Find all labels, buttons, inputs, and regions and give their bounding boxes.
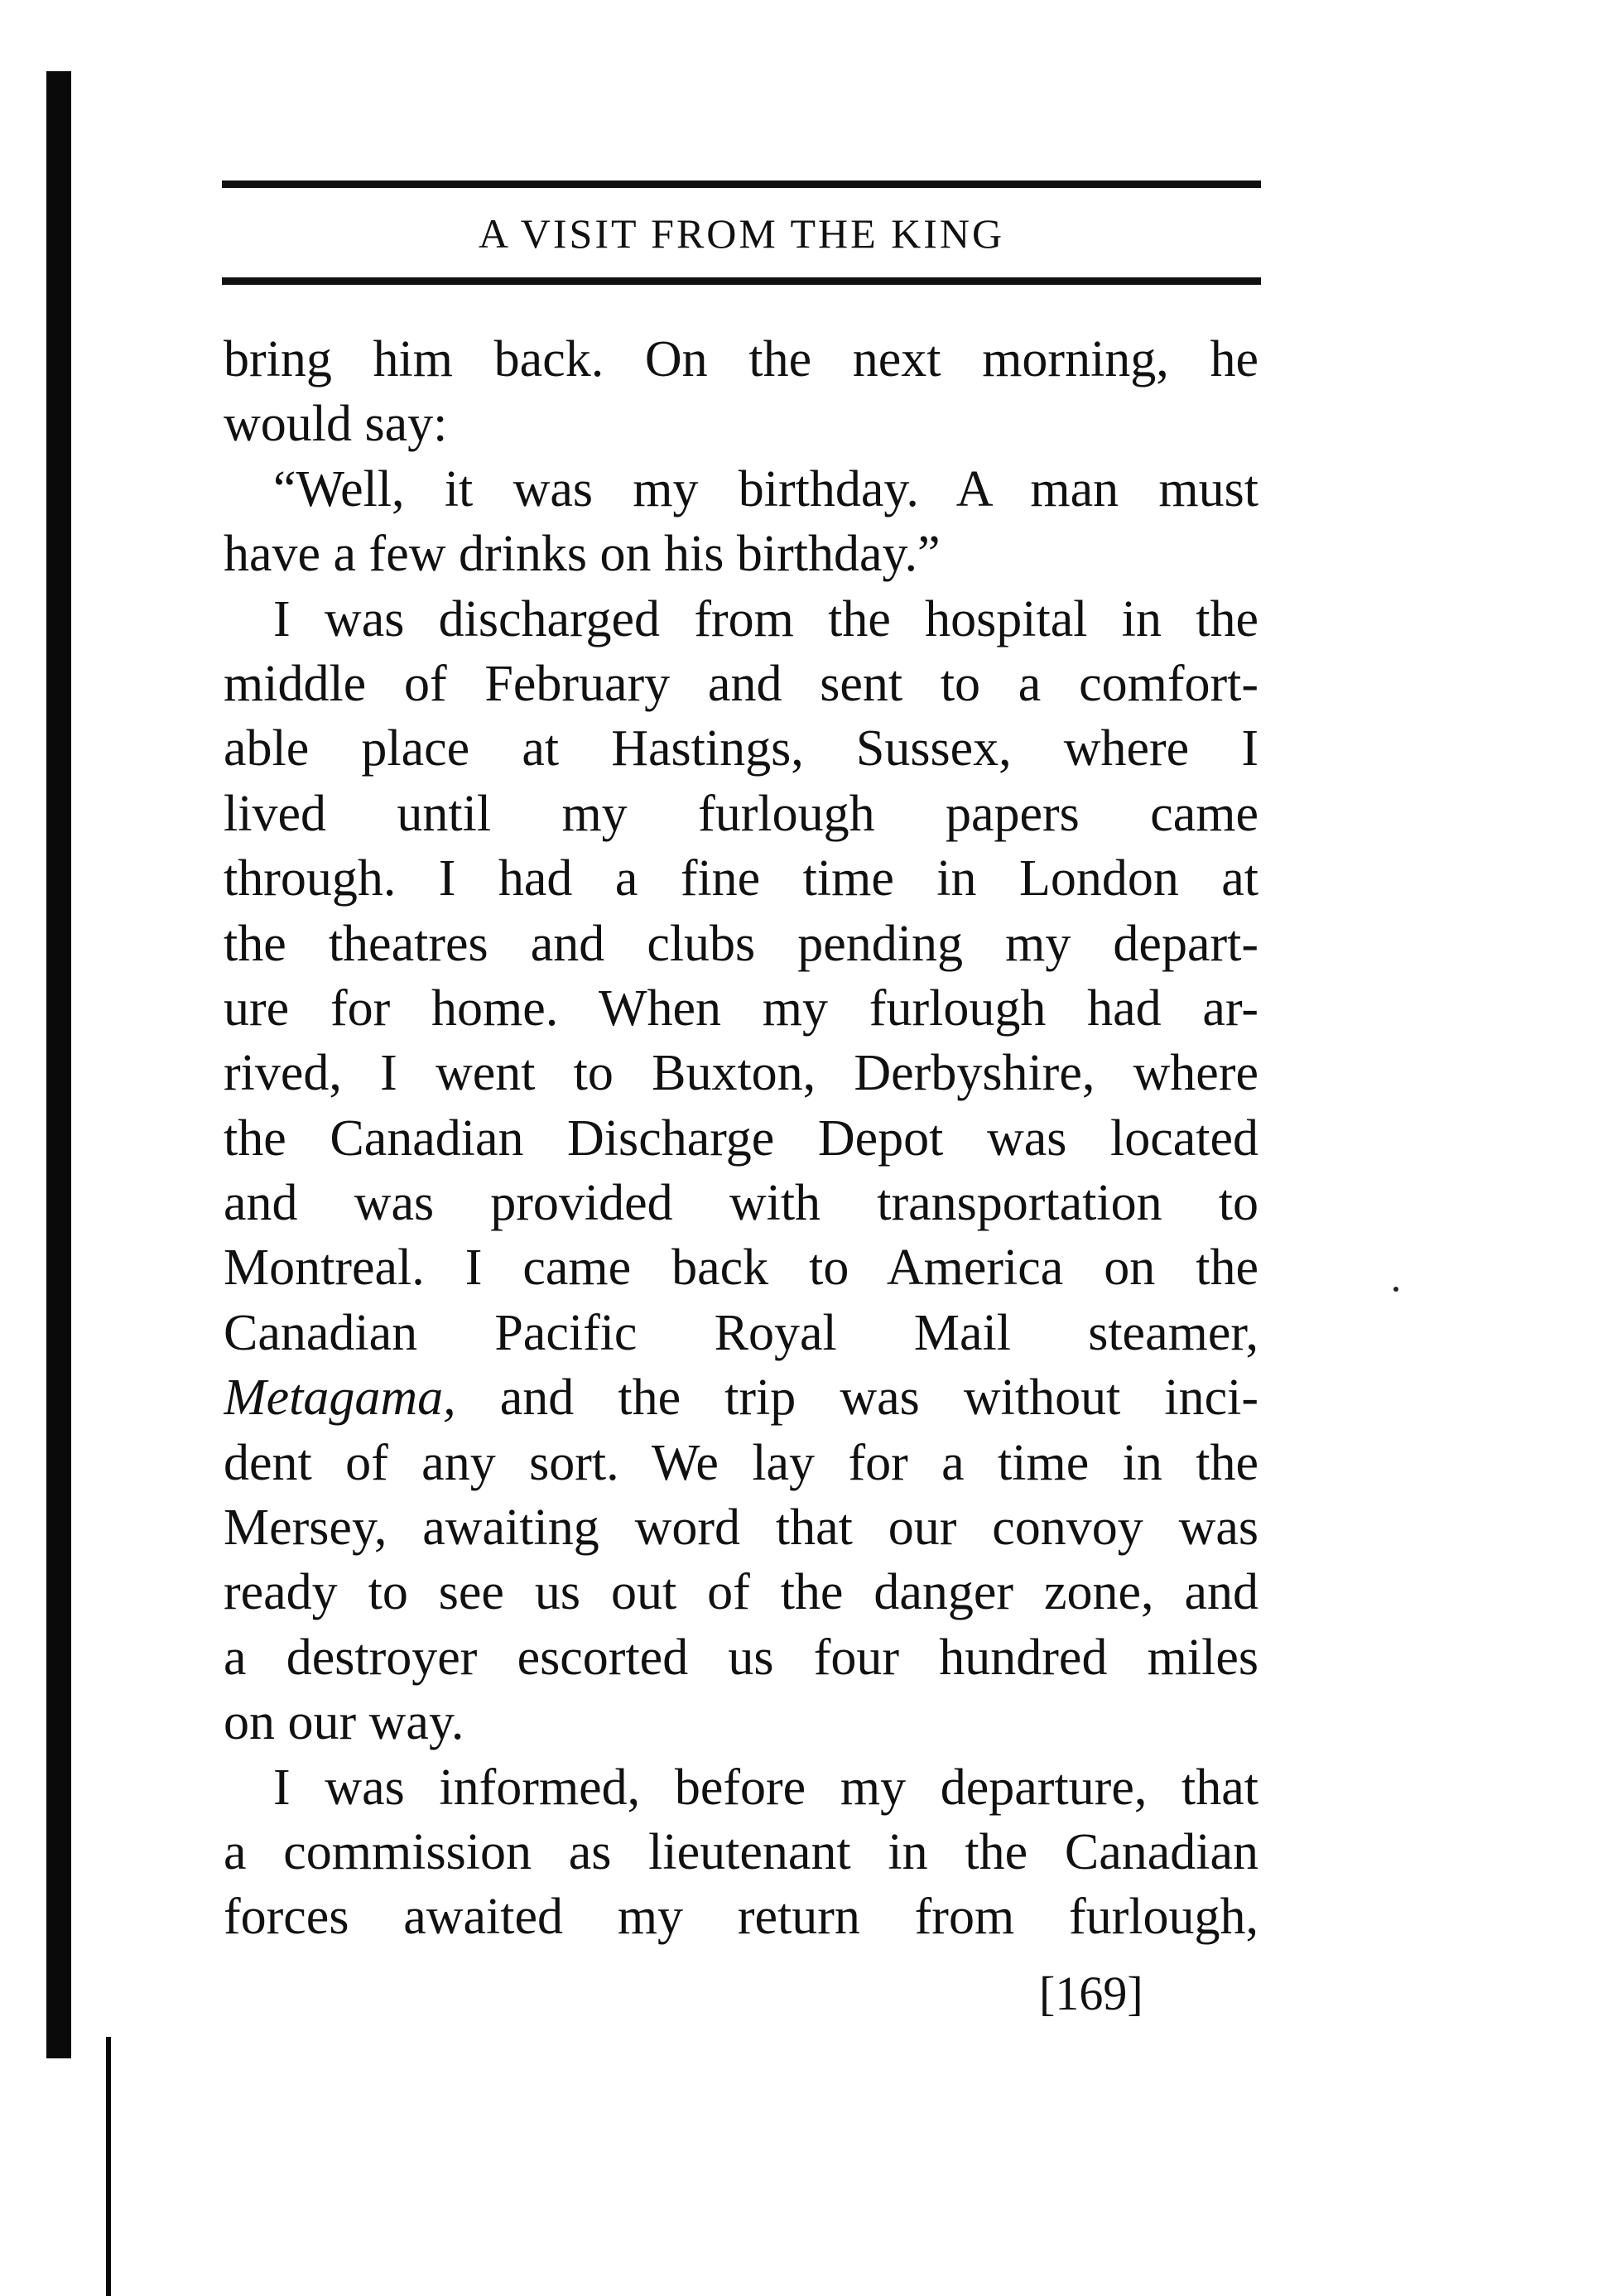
text-line-content: and was provided with transportation to <box>224 1175 1258 1232</box>
text-line-content: “Well, it was my birthday. A man must <box>273 460 1258 517</box>
text-line-content: middle of February and sent to a comfort- <box>224 655 1258 712</box>
text-line <box>224 1041 1258 1105</box>
page-number: [169] <box>1039 1966 1143 2020</box>
text-line <box>224 327 1258 392</box>
text-line <box>224 522 1258 586</box>
text-line-content: lived until my furlough papers came <box>224 785 1258 842</box>
text-line <box>224 716 1258 781</box>
text-line <box>224 782 1258 846</box>
text-line-content: the theatres and clubs pending my depart- <box>224 915 1258 972</box>
text-line-content: have a few drinks on his birthday.” <box>224 526 941 583</box>
text-line-content: bring him back. On the next morning, he <box>224 331 1258 387</box>
header-rule-bottom <box>222 277 1261 285</box>
text-line <box>224 976 1258 1041</box>
text-line <box>224 392 1258 456</box>
text-line-content: Montreal. I came back to America on the <box>224 1239 1258 1297</box>
text-line <box>224 1560 1258 1625</box>
text-line-content: Canadian Pacific Royal Mail steamer, <box>224 1304 1258 1361</box>
binding-edge <box>46 71 71 2058</box>
text-line <box>224 1495 1258 1560</box>
text-line <box>224 1106 1258 1171</box>
text-line <box>224 1235 1258 1300</box>
text-line <box>224 1690 1258 1754</box>
text-line-content: through. I had a fine time in London at <box>224 850 1258 907</box>
stray-mark <box>1393 1287 1398 1292</box>
text-line <box>224 1884 1258 1949</box>
text-line <box>224 1365 1258 1430</box>
text-line <box>224 1301 1258 1365</box>
text-line <box>224 1431 1258 1495</box>
text-line-content: I was informed, before my departure, that <box>273 1759 1258 1816</box>
text-line <box>224 912 1258 976</box>
text-line <box>224 457 1258 522</box>
text-line-content: dent of any sort. We lay for a time in the <box>224 1434 1258 1491</box>
text-line <box>224 587 1258 652</box>
binding-edge-tail <box>106 2037 111 2296</box>
text-line-content: able place at Hastings, Sussex, where I <box>224 720 1258 777</box>
text-line-content: forces awaited my return from furlough, <box>224 1889 1258 1946</box>
text-line <box>224 1820 1258 1884</box>
text-line-content: ure for home. When my furlough had ar- <box>224 980 1258 1037</box>
text-line-content: and the trip was without inci- <box>499 1369 1258 1427</box>
header-rule-top <box>222 181 1261 188</box>
text-line-content: I was discharged from the hospital in the <box>273 590 1258 647</box>
text-line-content: the Canadian Discharge Depot was located <box>224 1109 1258 1167</box>
text-line-content: would say: <box>224 396 448 453</box>
running-head: A VISIT FROM THE KING <box>478 210 1005 257</box>
text-line-content: a commission as lieutenant in the Canadian <box>224 1823 1258 1880</box>
text-line-content: a destroyer escorted us four hundred miles <box>224 1629 1258 1686</box>
text-line-content: ready to see us out of the danger zone, and <box>224 1564 1258 1621</box>
italic-ship-name: Metagama, <box>224 1369 456 1427</box>
text-line <box>224 1171 1258 1235</box>
text-line-content: rived, I went to Buxton, Derbyshire, where <box>224 1045 1258 1102</box>
body-text <box>224 327 1258 1950</box>
text-line <box>224 846 1258 911</box>
text-line <box>224 1625 1258 1690</box>
text-line-content: on our way. <box>224 1694 464 1751</box>
text-line <box>224 1755 1258 1820</box>
text-line <box>224 652 1258 716</box>
text-line-content: Mersey, awaiting word that our convoy was <box>224 1499 1258 1557</box>
